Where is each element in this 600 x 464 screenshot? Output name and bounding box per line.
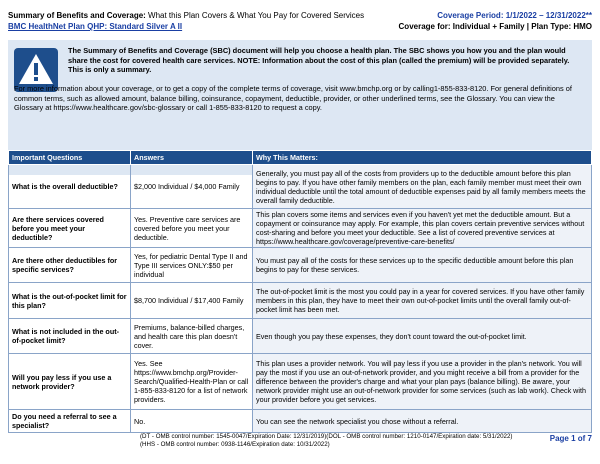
table-row (9, 354, 592, 410)
omb-line-2: (HHS - OMB control number: 0938-1146/Expiration date: 10/31/2022) (140, 441, 330, 448)
why-cell: Even though you pay these expenses, they don't count toward the out-of-pocket limit. (253, 319, 592, 354)
answer-cell: Premiums, balance-billed charges, and health care this plan doesn't cover. (131, 319, 253, 354)
document-header (8, 10, 592, 40)
why-cell: Generally, you must pay all of the costs from providers up to the deductible amount before this plan begins to pay. If you have other family members on the plan, each family member must meet their own individual deductible until the total amount of deductible expenses paid by all family members meets the overall family deductible. (253, 165, 592, 209)
answer-cell: $2,000 Individual / $4,000 Family (131, 165, 253, 209)
question-cell: Do you need a referral to see a specialist? (9, 410, 131, 433)
table-row (9, 319, 592, 354)
sbc-title: Summary of Benefits and Coverage: What this Plan Covers & What You Pay for Covered Services (8, 11, 365, 20)
table-row (9, 410, 592, 433)
why-cell: This plan uses a provider network. You will pay less if you use a provider in the plan's network. You will pay the most if you use an out-of-network provider, and you might receive a bill from a provider for the difference between the provider's charge and what your plan pays (balance billing). Be aware, your network provider might use an out-of-network provider for some services (such as lab work). Check with your provider before you get services. (253, 354, 592, 410)
answer-cell: Yes, for pediatric Dental Type II and Type III services ONLY:$50 per individual (131, 248, 253, 283)
question-cell: Are there services covered before you meet your deductible? (9, 209, 131, 248)
why-cell: You must pay all of the costs for these services up to the specific deductible amount before this plan begins to pay for these services. (253, 248, 592, 283)
important-questions-table (8, 150, 592, 433)
answer-cell: $8,700 Individual / $17,400 Family (131, 283, 253, 319)
answer-cell: Yes. Preventive care services are covered before you meet your deductible. (131, 209, 253, 248)
omb-line-1: (DT - OMB control number: 1545-0047/Expiration Date: 12/31/2019)(DOL - OMB control number: 1210-0147/Expiration date: 5/31/2022) (140, 433, 513, 440)
table-row (9, 248, 592, 283)
omb-footer (140, 433, 512, 449)
answer-cell: No. (131, 410, 253, 433)
question-cell: Will you pay less if you use a network provider? (9, 354, 131, 410)
coverage-for: Coverage for: Individual + Family | Plan Type: HMO (398, 22, 592, 31)
question-cell: What is the overall deductible? (9, 165, 131, 209)
table-row (9, 283, 592, 319)
answer-cell: Yes. See https://www.bmchp.org/Provider-Search/Qualified-Health-Plan or call 1-855-833-8120 for a list of network providers. (131, 354, 253, 410)
question-cell: Are there other deductibles for specific services? (9, 248, 131, 283)
table-row (9, 209, 592, 248)
why-cell: You can see the network specialist you chose without a referral. (253, 410, 592, 433)
why-cell: This plan covers some items and services even if you haven't yet met the deductible amount. But a copayment or coinsurance may apply. For example, this plan covers certain preventive services without cost-sharing and before you meet your deductible. See a list of covered preventive services at https://www.healthcare.gov/coverage/preventive-care-benefits/ (253, 209, 592, 248)
question-cell: What is the out-of-pocket limit for this plan? (9, 283, 131, 319)
question-cell: What is not included in the out-of-pocket limit? (9, 319, 131, 354)
header-important-questions: Important Questions (9, 151, 131, 165)
table-row (9, 165, 592, 209)
why-cell: The out-of-pocket limit is the most you could pay in a year for covered services. If you have other family members in this plan, they have to meet their own out-of-pocket limits until the overall family out-of-pocket limit has been met. (253, 283, 592, 319)
header-why-this-matters: Why This Matters: (253, 151, 592, 165)
notice-summary: The Summary of Benefits and Coverage (SBC) document will help you choose a health plan. The SBC shows you how you and the plan would share the cost for covered health care services. NOTE: Information about the cost of this plan (called the premium) will be provided separately. This is only a summary. (68, 46, 570, 74)
notice-detail: For more information about your coverage, or to get a copy of the complete terms of coverage, visit www.bmchp.org or by calling1-855-833-8120. For general definitions of common terms, such as allowed amount, balance billing, coinsurance, copayment, deductible, provider, or other underlined terms, see the Glossary. You can view the Glossary at https://www.healthcare.gov/sbc-glossary or call 1-855-833-8120 to request a copy. (14, 84, 572, 112)
header-answers: Answers (131, 151, 253, 165)
coverage-period: Coverage Period: 1/1/2022 – 12/31/2022** (437, 11, 592, 20)
page-number: Page 1 of 7 (549, 434, 592, 443)
plan-name-link[interactable]: BMC HealthNet Plan QHP: Standard Silver A II (8, 22, 183, 31)
